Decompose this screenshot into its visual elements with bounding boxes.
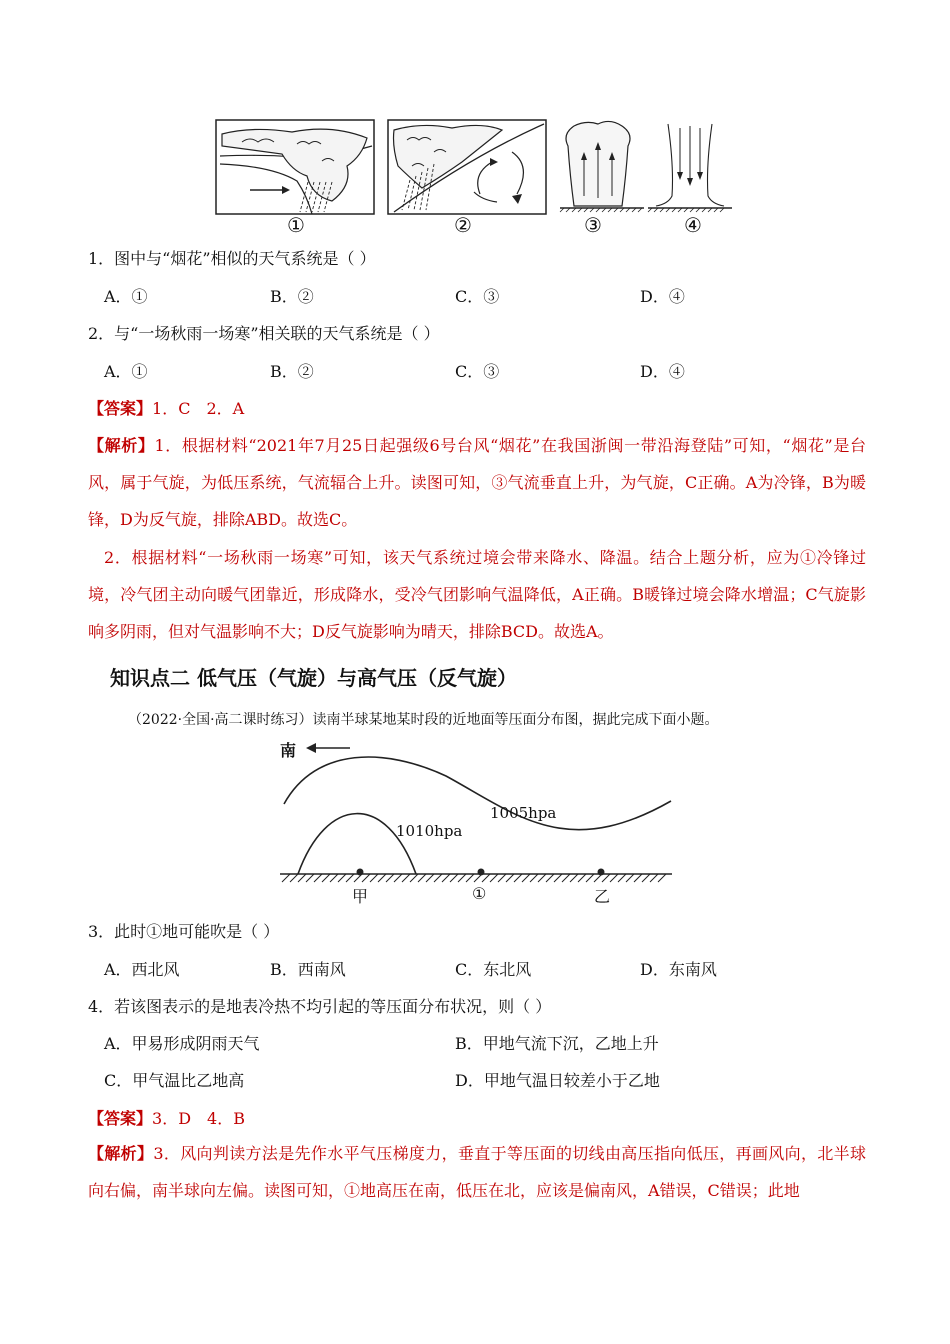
- south-arrow-head: [306, 743, 316, 753]
- weather-systems-figure: [212, 116, 732, 240]
- analysis-1-paragraph-2: [88, 539, 866, 650]
- point-yi-label: 乙: [594, 887, 611, 906]
- isobar-svg: [276, 736, 676, 906]
- answer-1-text: 1．C 2．A: [152, 399, 245, 418]
- analysis-2-paragraph-1: [88, 1135, 866, 1209]
- question-2-option-d: D．④: [640, 362, 685, 381]
- question-2-stem: 2．与“一场秋雨一场寒”相关联的天气系统是（ ）: [88, 324, 440, 343]
- answer-2-tag: 【答案】: [88, 1109, 153, 1128]
- question-1-option-a: A．①: [104, 287, 148, 306]
- section-title: 知识点二 低气压（气旋）与高气压（反气旋）: [110, 666, 517, 690]
- isobar-figure: [276, 736, 676, 906]
- analysis-1-text-1: 1．根据材料“2021年7月25日起强级6号台风“烟花”在我国浙闽一带沿海登陆”可知，“烟花”是台风，属于气旋，为低压系统，气流辐合上升。读图可知，③气流垂直上升，为气旋，C正确。A为冷锋，B为暖锋，D为反气旋，排除ABD。故选C。: [88, 436, 866, 529]
- analysis-2-tag: 【解析】: [88, 1144, 154, 1163]
- direction-label: 南: [280, 741, 297, 760]
- isobar-1010-label: 1010hpa: [396, 822, 463, 840]
- question-4-option-d: D．甲地气温日较差小于乙地: [455, 1071, 660, 1090]
- point-jia: [357, 869, 364, 876]
- question-3-stem: 3．此时①地可能吹是（ ）: [88, 922, 280, 941]
- figure1-label-2: ②: [454, 213, 472, 237]
- question-1-option-d: D．④: [640, 287, 685, 306]
- figure1-label-4: ④: [684, 213, 702, 237]
- analysis-2-text-1: 3．风向判读方法是先作水平气压梯度力，垂直于等压面的切线由高压指向低压，再画风向，北半球向右偏，南半球向左偏。读图可知，①地高压在南，低压在北，应该是偏南风，A错误，C错误；此地: [88, 1144, 866, 1200]
- figure1-label-3: ③: [584, 213, 602, 237]
- answer-1-tag: 【答案】: [88, 399, 153, 418]
- isobar-1005-label: 1005hpa: [490, 804, 557, 822]
- question-4-option-b: B．甲地气流下沉，乙地上升: [455, 1034, 659, 1053]
- panel-anticyclone: [648, 124, 732, 212]
- question-2-option-c: C．③: [455, 362, 500, 381]
- panel-cyclone: [560, 121, 644, 212]
- question-3-option-b: B．西南风: [270, 960, 346, 979]
- question-3-option-c: C．东北风: [455, 960, 532, 979]
- answer-2: [88, 1106, 245, 1129]
- question-intro: （2022·全国·高二课时练习）读南半球某地某时段的近地面等压面分布图，据此完成下面小题。: [128, 712, 719, 728]
- answer-2-text: 3．D 4．B: [152, 1109, 245, 1128]
- figure1-label-1: ①: [287, 213, 305, 237]
- question-4-option-c: C．甲气温比乙地高: [104, 1071, 245, 1090]
- analysis-1-text-2: 2．根据材料“一场秋雨一场寒”可知，该天气系统过境会带来降水、降温。结合上题分析，应为①冷锋过境，冷气团主动向暖气团靠近，形成降水，受冷气团影响气温降低，A正确。B暖锋过境会降水增温；C气旋影响多阴雨，但对气温影响不大；D反气旋影响为晴天，排除BCD。故选A。: [88, 548, 866, 641]
- question-4-stem: 4．若该图表示的是地表冷热不均引起的等压面分布状况，则（ ）: [88, 997, 552, 1016]
- question-1-option-c: C．③: [455, 287, 500, 306]
- analysis-1-paragraph-1: [88, 427, 866, 538]
- point-1: [478, 869, 485, 876]
- answer-1: [88, 396, 244, 419]
- question-3-option-d: D．东南风: [640, 960, 717, 979]
- question-2-option-a: A．①: [104, 362, 148, 381]
- ground-hatch: [282, 874, 666, 882]
- question-3-option-a: A．西北风: [104, 960, 180, 979]
- question-1-option-b: B．②: [270, 287, 314, 306]
- question-2-option-b: B．②: [270, 362, 314, 381]
- point-jia-label: 甲: [352, 887, 369, 906]
- analysis-1-tag: 【解析】: [88, 436, 155, 455]
- question-4-option-a: A．甲易形成阴雨天气: [104, 1034, 260, 1053]
- isobar-1005: [284, 757, 671, 830]
- panel-cold-front: [216, 120, 374, 214]
- point-yi: [598, 869, 605, 876]
- panel-warm-front: [388, 120, 546, 214]
- question-1-stem: 1．图中与“烟花”相似的天气系统是（ ）: [88, 249, 376, 268]
- point-1-label: ①: [472, 884, 487, 903]
